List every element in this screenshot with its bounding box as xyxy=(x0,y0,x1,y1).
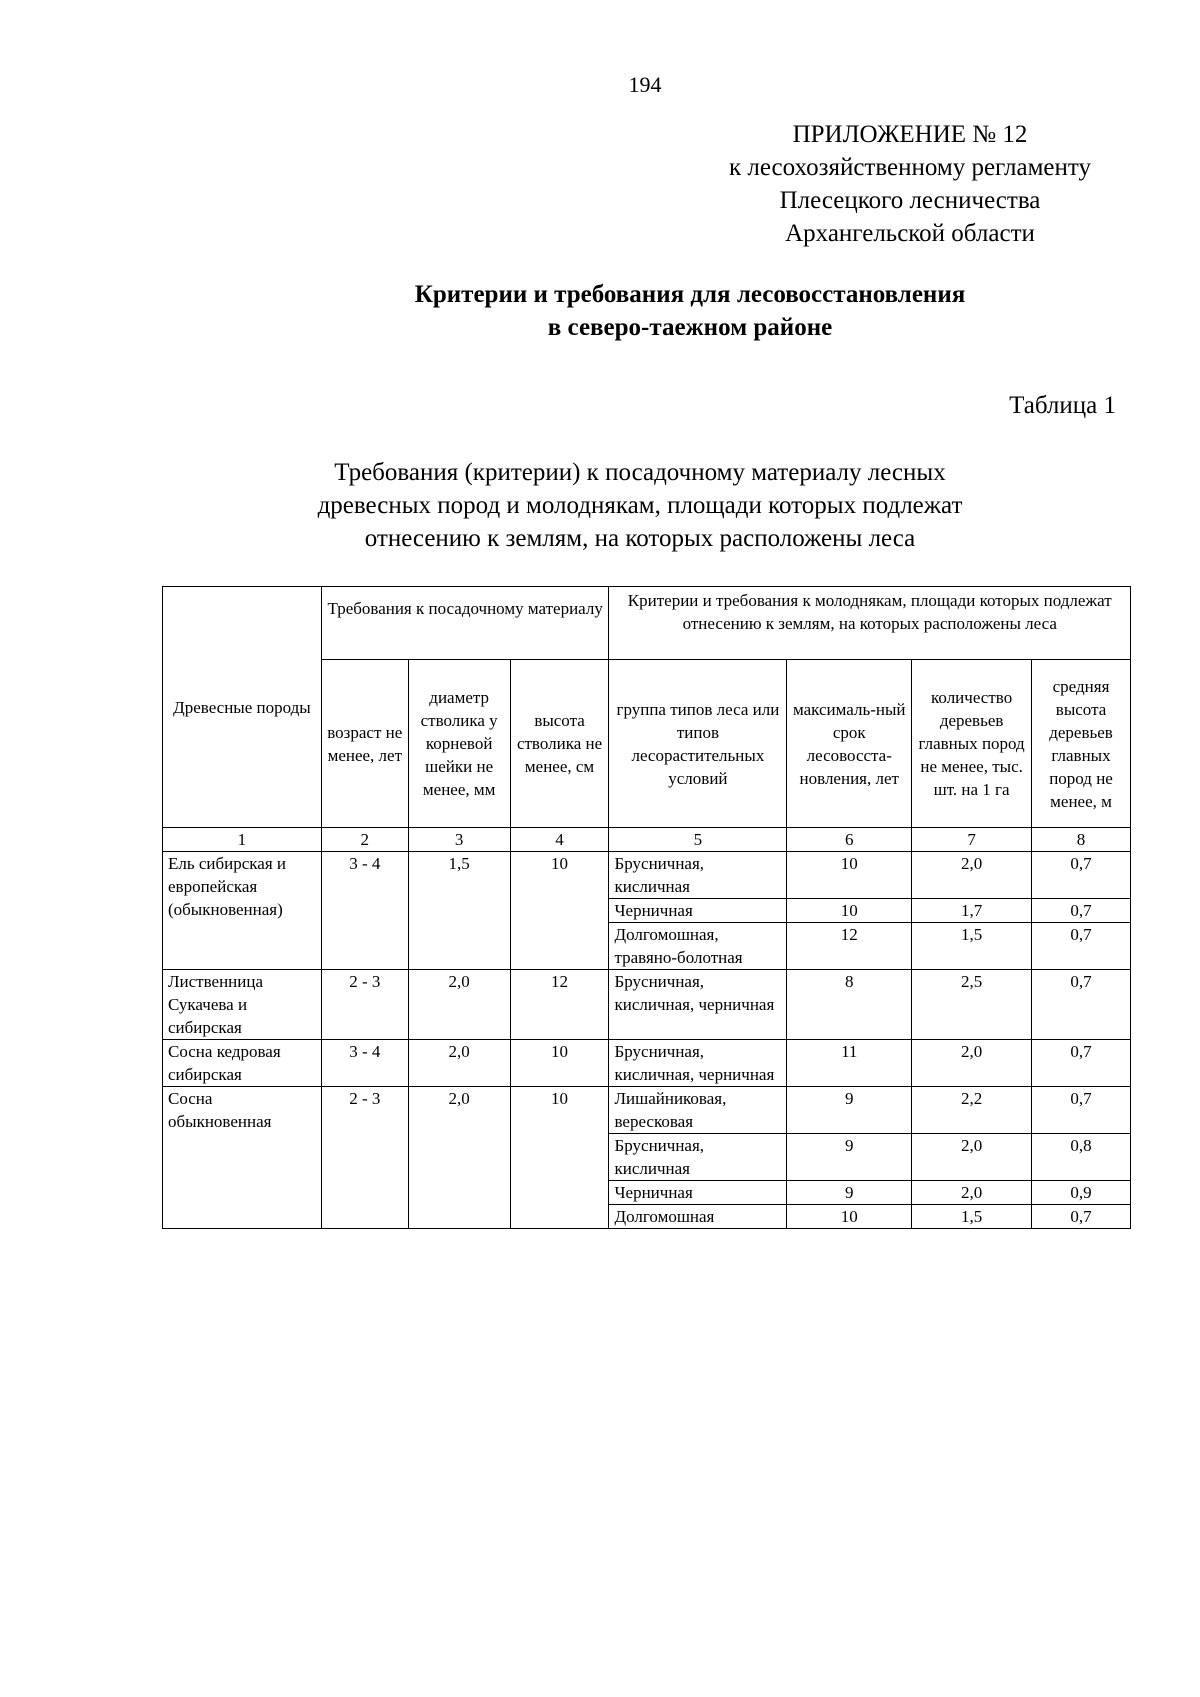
header-age: возраст не менее, лет xyxy=(321,660,408,828)
table-row xyxy=(163,970,1131,1040)
age-cell: 3 - 4 xyxy=(321,852,408,970)
column-number: 7 xyxy=(912,828,1032,852)
header-planting-group: Требования к посадочному материалу xyxy=(321,587,609,660)
max-term-cell: 11 xyxy=(787,1040,912,1087)
appendix-block xyxy=(690,118,1130,250)
max-term-cell: 12 xyxy=(787,923,912,970)
column-number: 8 xyxy=(1032,828,1131,852)
height-cell: 10 xyxy=(510,1087,609,1229)
caption-line-1: Требования (критерии) к посадочному материалу лесных xyxy=(334,459,946,486)
forest-type-cell: Брусничная, кисличная, черничная xyxy=(609,970,787,1040)
header-avg-height: средняя высота деревьев главных пород не менее, м xyxy=(1032,660,1131,828)
age-cell: 2 - 3 xyxy=(321,1087,408,1229)
forest-type-cell: Лишайниковая, вересковая xyxy=(609,1087,787,1134)
max-term-cell: 9 xyxy=(787,1087,912,1134)
max-term-cell: 9 xyxy=(787,1181,912,1205)
tree-count-cell: 2,0 xyxy=(912,1181,1032,1205)
table-row xyxy=(163,852,1131,899)
max-term-cell: 10 xyxy=(787,899,912,923)
diameter-cell: 2,0 xyxy=(408,1040,510,1087)
header-forest-type: группа типов леса или типов лесорастительных условий xyxy=(609,660,787,828)
tree-count-cell: 1,5 xyxy=(912,1205,1032,1229)
column-number: 2 xyxy=(321,828,408,852)
max-term-cell: 10 xyxy=(787,1205,912,1229)
header-young-group: Критерии и требования к молоднякам, площади которых подлежат отнесению к землям, на которых расположены леса xyxy=(609,587,1131,660)
document-title xyxy=(280,278,1100,344)
table-caption xyxy=(240,456,1040,555)
forest-type-cell: Долгомошная, травяно-болотная xyxy=(609,923,787,970)
age-cell: 3 - 4 xyxy=(321,1040,408,1087)
species-cell: Лиственница Сукачева и сибирская xyxy=(163,970,322,1040)
column-number: 5 xyxy=(609,828,787,852)
tree-count-cell: 1,5 xyxy=(912,923,1032,970)
avg-height-cell: 0,7 xyxy=(1032,1040,1131,1087)
header-tree-count: количество деревьев главных пород не менее, тыс. шт. на 1 га xyxy=(912,660,1032,828)
diameter-cell: 2,0 xyxy=(408,970,510,1040)
column-number-row xyxy=(163,828,1131,852)
height-cell: 12 xyxy=(510,970,609,1040)
column-number: 6 xyxy=(787,828,912,852)
avg-height-cell: 0,7 xyxy=(1032,970,1131,1040)
avg-height-cell: 0,7 xyxy=(1032,1087,1131,1134)
forest-type-cell: Долгомошная xyxy=(609,1205,787,1229)
table-label: Таблица 1 xyxy=(1009,392,1116,419)
forest-type-cell: Брусничная, кисличная xyxy=(609,1134,787,1181)
species-cell: Сосна обыкновенная xyxy=(163,1087,322,1229)
table-row xyxy=(163,1040,1131,1087)
avg-height-cell: 0,7 xyxy=(1032,899,1131,923)
title-line-1: Критерии и требования для лесовосстановления xyxy=(414,281,966,308)
caption-line-2: древесных пород и молоднякам, площади которых подлежат xyxy=(317,492,963,519)
species-cell: Сосна кедровая сибирская xyxy=(163,1040,322,1087)
title-line-2: в северо-таежном районе xyxy=(547,314,833,341)
appendix-line-3: Плесецкого лесничества xyxy=(779,187,1041,214)
forest-type-cell: Брусничная, кисличная, черничная xyxy=(609,1040,787,1087)
max-term-cell: 8 xyxy=(787,970,912,1040)
page-number: 194 xyxy=(628,72,662,97)
avg-height-cell: 0,7 xyxy=(1032,1205,1131,1229)
tree-count-cell: 2,2 xyxy=(912,1087,1032,1134)
tree-count-cell: 2,0 xyxy=(912,1134,1032,1181)
avg-height-cell: 0,7 xyxy=(1032,852,1131,899)
appendix-line-4: Архангельской области xyxy=(785,220,1035,247)
max-term-cell: 9 xyxy=(787,1134,912,1181)
header-max-term: максималь-ный срок лесовосста-новления, лет xyxy=(787,660,912,828)
forest-type-cell: Черничная xyxy=(609,899,787,923)
header-diameter: диаметр стволика у корневой шейки не менее, мм xyxy=(408,660,510,828)
diameter-cell: 1,5 xyxy=(408,852,510,970)
header-row-1 xyxy=(163,587,1131,660)
column-number: 4 xyxy=(510,828,609,852)
forest-type-cell: Брусничная, кисличная xyxy=(609,852,787,899)
tree-count-cell: 2,0 xyxy=(912,852,1032,899)
max-term-cell: 10 xyxy=(787,852,912,899)
species-cell: Ель сибирская и европейская (обыкновенная) xyxy=(163,852,322,970)
requirements-table xyxy=(162,586,1131,1229)
column-number: 1 xyxy=(163,828,322,852)
tree-count-cell: 2,5 xyxy=(912,970,1032,1040)
caption-line-3: отнесению к землям, на которых расположены леса xyxy=(364,525,916,552)
header-species: Древесные породы xyxy=(163,587,322,828)
avg-height-cell: 0,9 xyxy=(1032,1181,1131,1205)
avg-height-cell: 0,8 xyxy=(1032,1134,1131,1181)
height-cell: 10 xyxy=(510,852,609,970)
tree-count-cell: 1,7 xyxy=(912,899,1032,923)
avg-height-cell: 0,7 xyxy=(1032,923,1131,970)
diameter-cell: 2,0 xyxy=(408,1087,510,1229)
age-cell: 2 - 3 xyxy=(321,970,408,1040)
forest-type-cell: Черничная xyxy=(609,1181,787,1205)
appendix-line-2: к лесохозяйственному регламенту xyxy=(728,154,1092,181)
table-row xyxy=(163,1087,1131,1134)
header-height: высота стволика не менее, см xyxy=(510,660,609,828)
tree-count-cell: 2,0 xyxy=(912,1040,1032,1087)
column-number: 3 xyxy=(408,828,510,852)
height-cell: 10 xyxy=(510,1040,609,1087)
appendix-line-1: ПРИЛОЖЕНИЕ № 12 xyxy=(792,121,1028,148)
